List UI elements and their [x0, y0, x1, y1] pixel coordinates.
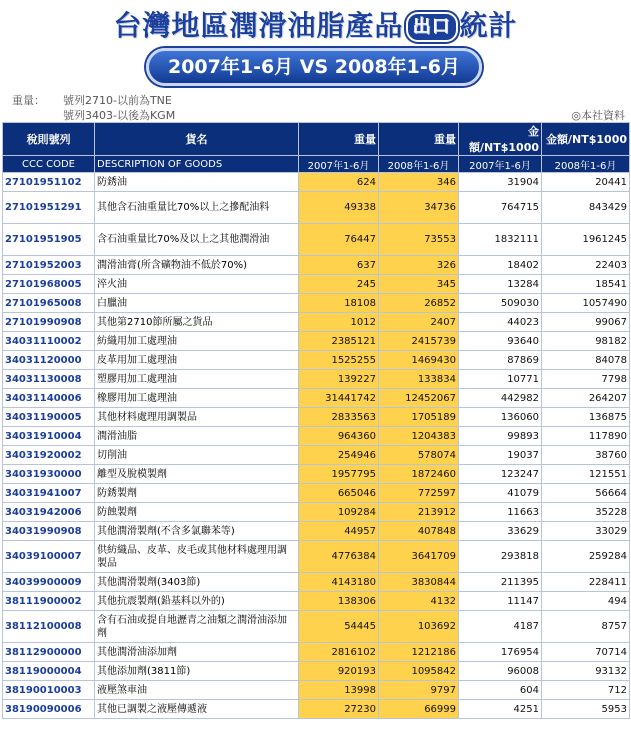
ccc-code-cell: 27101990908	[3, 313, 95, 332]
weight-2008-cell: 26852	[379, 294, 459, 313]
amount-2007-cell: 13284	[459, 275, 542, 294]
header-weight-2008: 重量	[379, 123, 459, 156]
table-row	[3, 611, 630, 643]
amount-2007-cell: 33629	[459, 522, 542, 541]
amount-2007-cell: 93640	[459, 332, 542, 351]
amount-2007-cell: 136060	[459, 408, 542, 427]
amount-2008-cell: 264207	[542, 389, 630, 408]
export-badge: 出口	[406, 12, 458, 42]
subheader-period-2: 2008年1-6月	[379, 156, 459, 173]
amount-2007-cell: 211395	[459, 573, 542, 592]
table-row	[3, 573, 630, 592]
amount-2008-cell: 5953	[542, 700, 630, 719]
table-row	[3, 592, 630, 611]
amount-2007-cell: 41079	[459, 484, 542, 503]
goods-description-cell: 液壓煞車油	[95, 681, 299, 700]
weight-2008-cell: 73553	[379, 224, 459, 256]
weight-2008-cell: 1095842	[379, 662, 459, 681]
note-line-1: 號列2710-以前為TNE	[63, 94, 172, 107]
weight-2007-cell: 665046	[299, 484, 379, 503]
weight-2008-cell: 213912	[379, 503, 459, 522]
weight-2007-cell: 624	[299, 173, 379, 192]
amount-2008-cell: 98182	[542, 332, 630, 351]
table-row	[3, 484, 630, 503]
amount-2007-cell: 764715	[459, 192, 542, 224]
ccc-code-cell: 34039900009	[3, 573, 95, 592]
weight-2007-cell: 254946	[299, 446, 379, 465]
goods-description-cell: 防蝕製劑	[95, 503, 299, 522]
weight-2008-cell: 3641709	[379, 541, 459, 573]
amount-2007-cell: 442982	[459, 389, 542, 408]
weight-2007-cell: 54445	[299, 611, 379, 643]
amount-2008-cell: 93132	[542, 662, 630, 681]
weight-2008-cell: 578074	[379, 446, 459, 465]
amount-2008-cell: 1057490	[542, 294, 630, 313]
ccc-code-cell: 34031920002	[3, 446, 95, 465]
weight-2007-cell: 920193	[299, 662, 379, 681]
weight-2008-cell: 407848	[379, 522, 459, 541]
ccc-code-cell: 27101951102	[3, 173, 95, 192]
weight-2008-cell: 346	[379, 173, 459, 192]
ccc-code-cell: 34031120000	[3, 351, 95, 370]
subheader-period-4: 2008年1-6月	[542, 156, 630, 173]
amount-2008-cell: 70714	[542, 643, 630, 662]
table-row	[3, 643, 630, 662]
weight-2008-cell: 1204383	[379, 427, 459, 446]
ccc-code-cell: 27101965008	[3, 294, 95, 313]
weight-2007-cell: 964360	[299, 427, 379, 446]
table-row	[3, 389, 630, 408]
table-row	[3, 465, 630, 484]
weight-2008-cell: 1872460	[379, 465, 459, 484]
ccc-code-cell: 34031130008	[3, 370, 95, 389]
header-goods: 貨名	[95, 123, 299, 156]
ccc-code-cell: 38119000004	[3, 662, 95, 681]
weight-2007-cell: 27230	[299, 700, 379, 719]
goods-description-cell: 離型及脫模製劑	[95, 465, 299, 484]
weight-2007-cell: 4776384	[299, 541, 379, 573]
amount-2008-cell: 228411	[542, 573, 630, 592]
weight-2008-cell: 12452067	[379, 389, 459, 408]
goods-description-cell: 防銹製劑	[95, 484, 299, 503]
ccc-code-cell: 34031190005	[3, 408, 95, 427]
subheader-goods: DESCRIPTION OF GOODS	[95, 156, 299, 173]
page-header	[0, 0, 631, 92]
goods-description-cell: 潤滑油脂	[95, 427, 299, 446]
goods-description-cell: 切削油	[95, 446, 299, 465]
table-row	[3, 662, 630, 681]
goods-description-cell: 紡織用加工處理油	[95, 332, 299, 351]
goods-description-cell: 其他已調製之液壓傳遞液	[95, 700, 299, 719]
weight-2008-cell: 1469430	[379, 351, 459, 370]
page-title	[0, 4, 631, 44]
table-row	[3, 173, 630, 192]
weight-2008-cell: 66999	[379, 700, 459, 719]
table-subheader-row	[3, 156, 630, 173]
amount-2008-cell: 18541	[542, 275, 630, 294]
weight-2007-cell: 109284	[299, 503, 379, 522]
table-body	[3, 173, 630, 719]
amount-2008-cell: 121551	[542, 465, 630, 484]
goods-description-cell: 其他添加劑(3811節)	[95, 662, 299, 681]
amount-2007-cell: 99893	[459, 427, 542, 446]
weight-2007-cell: 4143180	[299, 573, 379, 592]
amount-2008-cell: 8757	[542, 611, 630, 643]
ccc-code-cell: 34039100007	[3, 541, 95, 573]
table-row	[3, 192, 630, 224]
amount-2008-cell: 712	[542, 681, 630, 700]
goods-description-cell: 皮革用加工處理油	[95, 351, 299, 370]
table-row	[3, 446, 630, 465]
ccc-code-cell: 27101952003	[3, 256, 95, 275]
amount-2007-cell: 11663	[459, 503, 542, 522]
note-line-2: 號列3403-以後為KGM	[63, 109, 176, 122]
export-stats-table	[2, 122, 630, 719]
ccc-code-cell: 38190010003	[3, 681, 95, 700]
ccc-code-cell: 38111900002	[3, 592, 95, 611]
table-row	[3, 522, 630, 541]
table-row	[3, 256, 630, 275]
table-row	[3, 370, 630, 389]
weight-2008-cell: 1705189	[379, 408, 459, 427]
ccc-code-cell: 34031941007	[3, 484, 95, 503]
amount-2008-cell: 35228	[542, 503, 630, 522]
weight-2007-cell: 138306	[299, 592, 379, 611]
amount-2007-cell: 44023	[459, 313, 542, 332]
amount-2007-cell: 4251	[459, 700, 542, 719]
copyright-note: ◎本社資料	[571, 109, 625, 122]
ccc-code-cell: 34031990908	[3, 522, 95, 541]
header-code: 稅則號列	[3, 123, 95, 156]
table-row	[3, 408, 630, 427]
weight-2007-cell: 49338	[299, 192, 379, 224]
subheader-period-3: 2007年1-6月	[459, 156, 542, 173]
amount-2007-cell: 4187	[459, 611, 542, 643]
header-amount-2008: 金額/NT$1000	[542, 123, 630, 156]
amount-2008-cell: 38760	[542, 446, 630, 465]
weight-2008-cell: 3830844	[379, 573, 459, 592]
table-row	[3, 313, 630, 332]
goods-description-cell: 白臘油	[95, 294, 299, 313]
goods-description-cell: 含有石油或提自地瀝青之油類之潤滑油添加劑	[95, 611, 299, 643]
ccc-code-cell: 38112900000	[3, 643, 95, 662]
amount-2008-cell: 1961245	[542, 224, 630, 256]
table-row	[3, 700, 630, 719]
weight-2007-cell: 1012	[299, 313, 379, 332]
goods-description-cell: 其他潤滑製劑(不含多氯聯苯等)	[95, 522, 299, 541]
amount-2008-cell: 84078	[542, 351, 630, 370]
ccc-code-cell: 38112100008	[3, 611, 95, 643]
table-row	[3, 351, 630, 370]
table-row	[3, 294, 630, 313]
weight-2008-cell: 772597	[379, 484, 459, 503]
amount-2007-cell: 509030	[459, 294, 542, 313]
amount-2008-cell: 117890	[542, 427, 630, 446]
ccc-code-cell: 27101951905	[3, 224, 95, 256]
amount-2007-cell: 18402	[459, 256, 542, 275]
goods-description-cell: 潤滑油膏(所含礦物油不低於70%)	[95, 256, 299, 275]
amount-2007-cell: 1832111	[459, 224, 542, 256]
amount-2007-cell: 11147	[459, 592, 542, 611]
amount-2008-cell: 99067	[542, 313, 630, 332]
amount-2007-cell: 123247	[459, 465, 542, 484]
table-row	[3, 427, 630, 446]
weight-2007-cell: 2816102	[299, 643, 379, 662]
weight-2007-cell: 1525255	[299, 351, 379, 370]
weight-2008-cell: 103692	[379, 611, 459, 643]
table-row	[3, 541, 630, 573]
goods-description-cell: 塑膠用加工處理油	[95, 370, 299, 389]
amount-2007-cell: 10771	[459, 370, 542, 389]
weight-2008-cell: 326	[379, 256, 459, 275]
weight-2007-cell: 2833563	[299, 408, 379, 427]
weight-2008-cell: 2415739	[379, 332, 459, 351]
goods-description-cell: 橡膠用加工處理油	[95, 389, 299, 408]
amount-2008-cell: 33029	[542, 522, 630, 541]
header-amount-2007: 金額/NT$1000	[459, 123, 542, 156]
amount-2007-cell: 96008	[459, 662, 542, 681]
weight-2007-cell: 44957	[299, 522, 379, 541]
weight-2008-cell: 345	[379, 275, 459, 294]
amount-2007-cell: 31904	[459, 173, 542, 192]
table-row	[3, 224, 630, 256]
weight-2008-cell: 1212186	[379, 643, 459, 662]
weight-2007-cell: 245	[299, 275, 379, 294]
goods-description-cell: 淬火油	[95, 275, 299, 294]
table-row	[3, 681, 630, 700]
weight-2008-cell: 34736	[379, 192, 459, 224]
ccc-code-cell: 34031942006	[3, 503, 95, 522]
goods-description-cell: 其他材料處理用調製品	[95, 408, 299, 427]
ccc-code-cell: 34031140006	[3, 389, 95, 408]
goods-description-cell: 其他潤滑製劑(3403節)	[95, 573, 299, 592]
amount-2008-cell: 56664	[542, 484, 630, 503]
weight-2007-cell: 18108	[299, 294, 379, 313]
weight-2007-cell: 1957795	[299, 465, 379, 484]
weight-2007-cell: 31441742	[299, 389, 379, 408]
amount-2008-cell: 843429	[542, 192, 630, 224]
goods-description-cell: 其他潤滑油添加劑	[95, 643, 299, 662]
title-main: 台灣地區潤滑油脂產品	[113, 9, 404, 42]
weight-2007-cell: 13998	[299, 681, 379, 700]
goods-description-cell: 其他第2710節所屬之貨品	[95, 313, 299, 332]
weight-2008-cell: 9797	[379, 681, 459, 700]
weight-2008-cell: 2407	[379, 313, 459, 332]
goods-description-cell: 其他含石油重量比70%以上之摻配油料	[95, 192, 299, 224]
table-header-row	[3, 123, 630, 156]
amount-2008-cell: 259284	[542, 541, 630, 573]
weight-notes	[0, 92, 631, 122]
amount-2008-cell: 494	[542, 592, 630, 611]
goods-description-cell: 其他抗震製劑(鉛基料以外的)	[95, 592, 299, 611]
table-row	[3, 503, 630, 522]
ccc-code-cell: 34031910004	[3, 427, 95, 446]
header-weight-2007: 重量	[299, 123, 379, 156]
weight-2007-cell: 2385121	[299, 332, 379, 351]
amount-2008-cell: 22403	[542, 256, 630, 275]
amount-2008-cell: 136875	[542, 408, 630, 427]
ccc-code-cell: 38190090006	[3, 700, 95, 719]
amount-2007-cell: 19037	[459, 446, 542, 465]
goods-description-cell: 防銹油	[95, 173, 299, 192]
amount-2007-cell: 87869	[459, 351, 542, 370]
weight-2007-cell: 139227	[299, 370, 379, 389]
subheader-period-1: 2007年1-6月	[299, 156, 379, 173]
subheader-code: CCC CODE	[3, 156, 95, 173]
table-row	[3, 275, 630, 294]
goods-description-cell: 供紡織品、皮革、皮毛或其他材料處理用調製品	[95, 541, 299, 573]
amount-2007-cell: 604	[459, 681, 542, 700]
weight-2007-cell: 637	[299, 256, 379, 275]
ccc-code-cell: 34031110002	[3, 332, 95, 351]
ccc-code-cell: 27101951291	[3, 192, 95, 224]
amount-2008-cell: 7798	[542, 370, 630, 389]
period-banner: 2007年1-6月 VS 2008年1-6月	[146, 48, 482, 86]
weight-2007-cell: 76447	[299, 224, 379, 256]
ccc-code-cell: 27101968005	[3, 275, 95, 294]
amount-2007-cell: 293818	[459, 541, 542, 573]
weight-2008-cell: 4132	[379, 592, 459, 611]
goods-description-cell: 含石油重量比70%及以上之其他潤滑油	[95, 224, 299, 256]
ccc-code-cell: 34031930000	[3, 465, 95, 484]
title-suffix: 統計	[459, 9, 518, 42]
amount-2007-cell: 176954	[459, 643, 542, 662]
notes-label: 重量：	[12, 94, 45, 107]
table-row	[3, 332, 630, 351]
weight-2008-cell: 133834	[379, 370, 459, 389]
amount-2008-cell: 20441	[542, 173, 630, 192]
